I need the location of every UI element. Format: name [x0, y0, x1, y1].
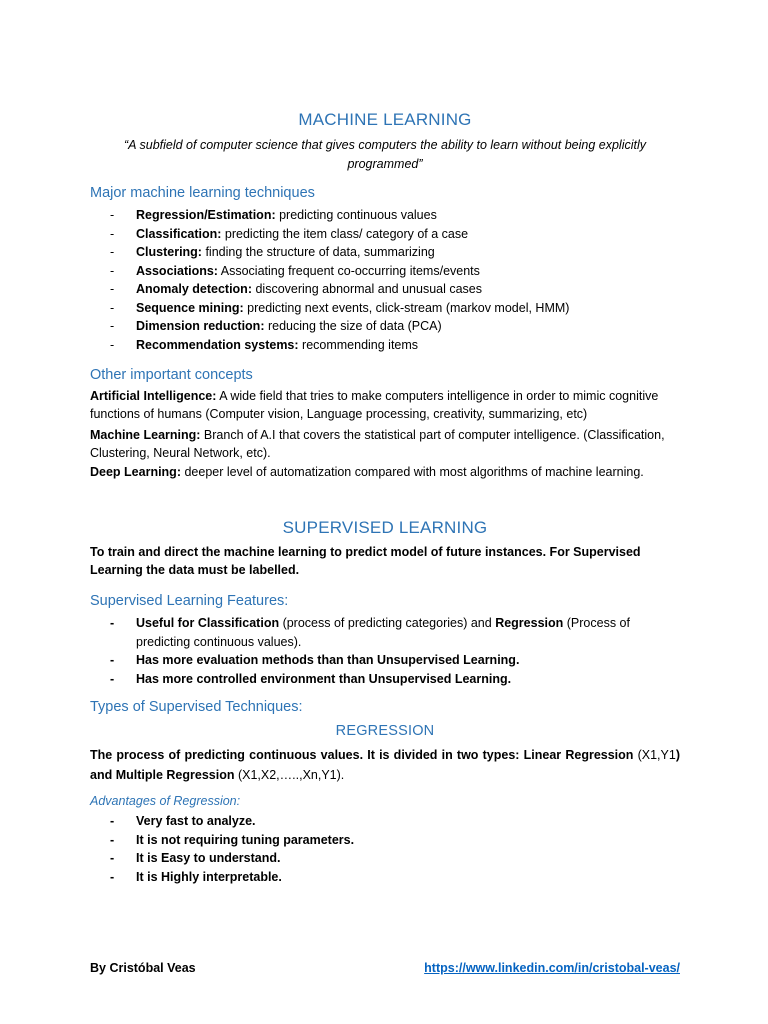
major-techniques-list	[110, 206, 680, 354]
list-item: - It is Easy to understand.	[110, 849, 680, 868]
list-item: - Regression/Estimation: predicting continuous values	[110, 206, 680, 225]
list-item: - Has more evaluation methods than than Unsupervised Learning.	[110, 651, 680, 670]
list-item: - Useful for Classification (process of predicting categories) and Regression (Process of predicting continuous values).	[110, 614, 680, 651]
list-item: - Classification: predicting the item class/ category of a case	[110, 225, 680, 244]
advantages-heading: Advantages of Regression:	[90, 794, 241, 808]
list-item: - Sequence mining: predicting next events, click-stream (markov model, HMM)	[110, 299, 680, 318]
supervised-title: SUPERVISED LEARNING	[282, 518, 488, 537]
list-item: - It is Highly interpretable.	[110, 868, 680, 887]
regression-title: REGRESSION	[335, 723, 435, 739]
list-item: - It is not requiring tuning parameters.	[110, 831, 680, 850]
list-item: - Anomaly detection: discovering abnormal and unusual cases	[110, 280, 680, 299]
concept-deep-learning: Deep Learning: deeper level of automatization compared with most algorithms of machine learning.	[90, 465, 644, 479]
list-item: - Dimension reduction: reducing the size of data (PCA)	[110, 317, 680, 336]
list-item: - Recommendation systems: recommending items	[110, 336, 680, 355]
page-title: MACHINE LEARNING	[298, 110, 472, 129]
list-item: - Has more controlled environment than Unsupervised Learning.	[110, 670, 680, 689]
concept-artificial-intelligence: Artificial Intelligence: A wide field that tries to make computers intelligence in order to mimic cognitive functions of humans (Computer vision, Language processing, creativity, summarizing, etc)	[90, 389, 659, 421]
concept-machine-learning: Machine Learning: Branch of A.I that covers the statistical part of computer intelligence. (Classification, Clustering, Neural Network, etc).	[90, 428, 665, 460]
supervised-types-heading: Types of Supervised Techniques:	[90, 699, 303, 715]
list-item: - Clustering: finding the structure of data, summarizing	[110, 243, 680, 262]
list-item: - Associations: Associating frequent co-occurring items/events	[110, 262, 680, 281]
major-techniques-heading: Major machine learning techniques	[90, 185, 315, 201]
regression-description: The process of predicting continuous values. It is divided in two types: Linear Regression (X1,Y1) and Multiple Regression (X1,X2,…..,Xn,Y1).	[90, 748, 680, 782]
supervised-features-heading: Supervised Learning Features:	[90, 593, 289, 609]
linkedin-link[interactable]: https://www.linkedin.com/in/cristobal-veas/	[424, 961, 680, 975]
supervised-intro: To train and direct the machine learning to predict model of future instances. For Supervised Learning the data must be labelled.	[90, 545, 641, 577]
other-concepts-heading: Other important concepts	[90, 367, 253, 383]
definition-quote: “A subfield of computer science that gives computers the ability to learn without being explicitly programmed”	[123, 138, 647, 171]
list-item: - Very fast to analyze.	[110, 812, 680, 831]
author-credit: By Cristóbal Veas	[90, 961, 196, 975]
supervised-features-list	[110, 614, 680, 688]
advantages-list	[110, 812, 680, 886]
